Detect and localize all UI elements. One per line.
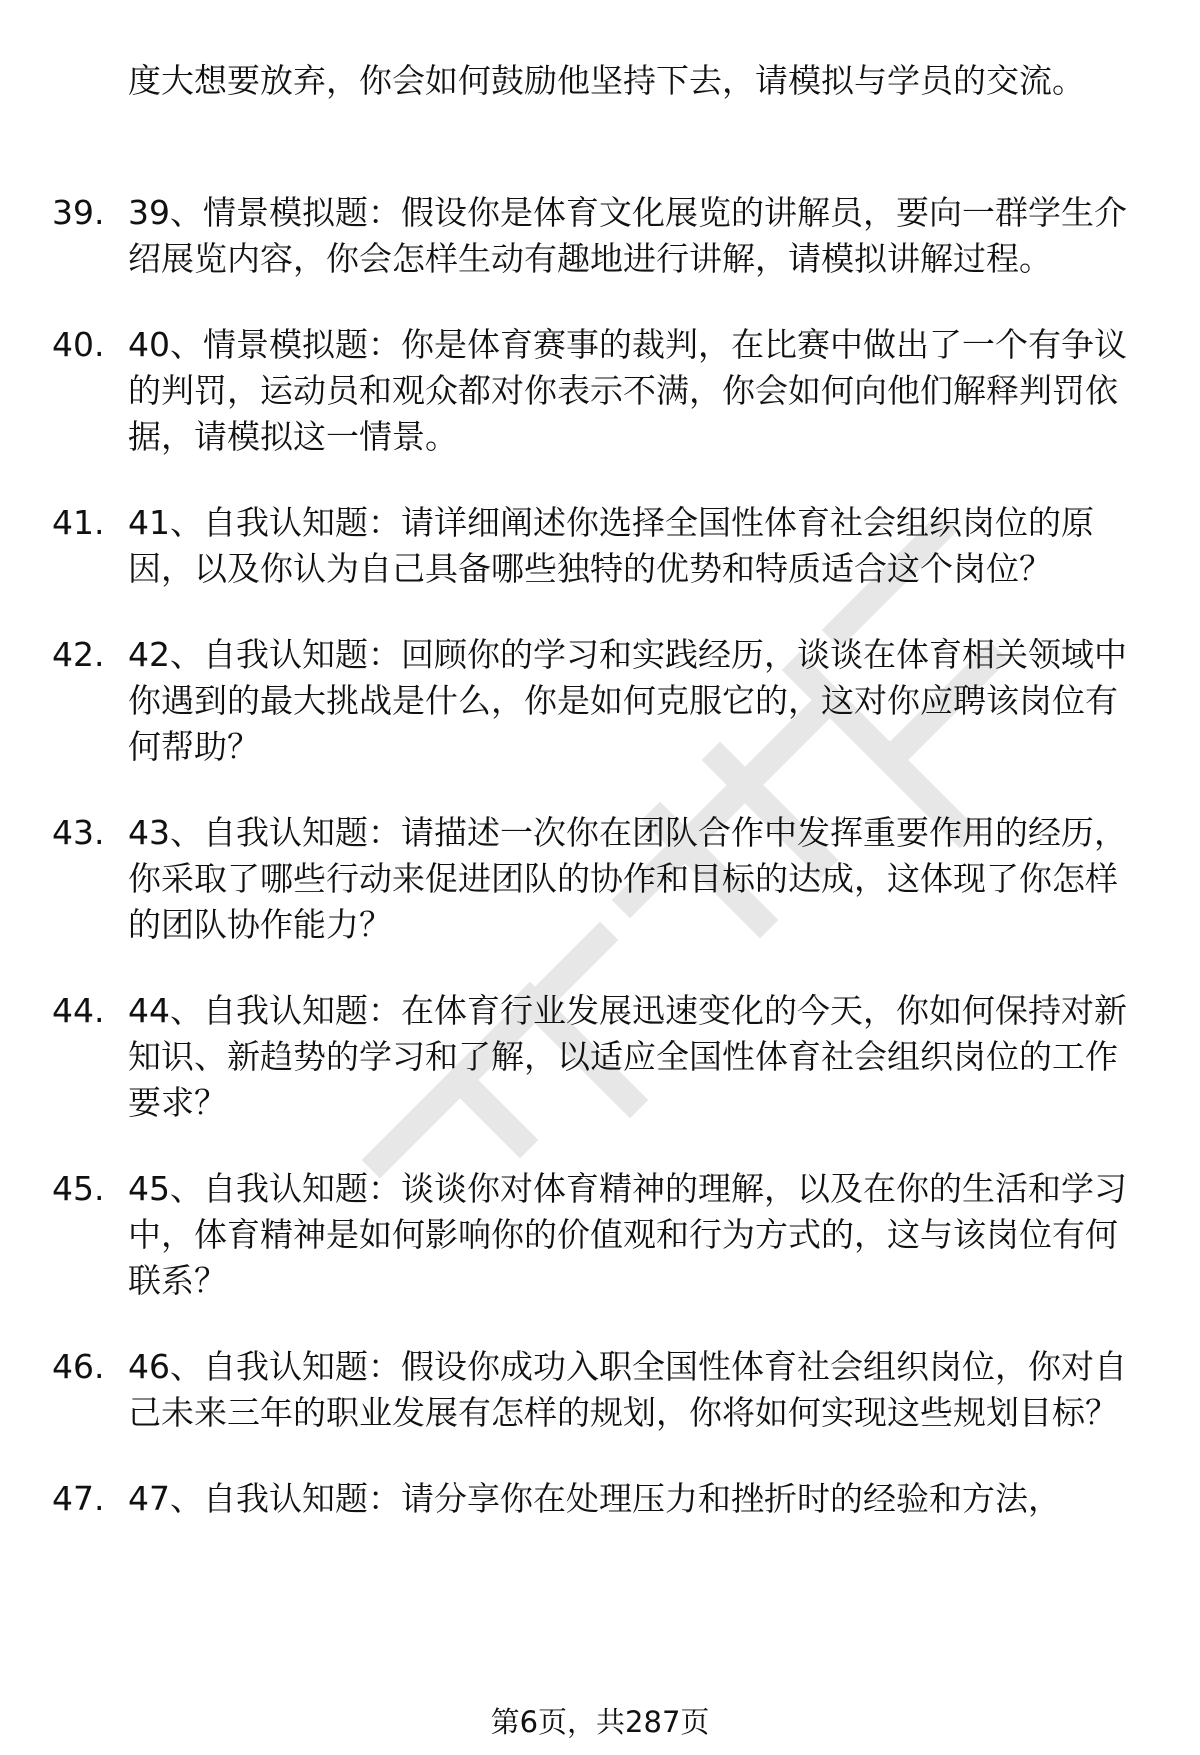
question-number: 47. bbox=[52, 1479, 105, 1518]
list-item bbox=[0, 190, 1148, 282]
question-text: 47、自我认知题：请分享你在处理压力和挫折时的经验和方法， bbox=[128, 1479, 1061, 1518]
question-text: 45、自我认知题：谈谈你对体育精神的理解，以及在你的生活和学习中，体育精神是如何影响你的价值观和行为方式的，这与该岗位有何联系？ bbox=[128, 1169, 1127, 1300]
list-item bbox=[0, 322, 1148, 460]
page-footer: 第6页，共287页 bbox=[490, 1705, 710, 1739]
list-item bbox=[0, 500, 1148, 592]
question-text: 42、自我认知题：回顾你的学习和实践经历，谈谈在体育相关领域中你遇到的最大挑战是什么，你是如何克服它的，这对你应聘该岗位有何帮助？ bbox=[128, 635, 1127, 766]
list-item bbox=[0, 1344, 1148, 1436]
question-list bbox=[0, 190, 1200, 1562]
list-item bbox=[0, 810, 1148, 948]
continued-question-text: 度大想要放弃，你会如何鼓励他坚持下去，请模拟与学员的交流。 bbox=[128, 61, 1085, 100]
list-item bbox=[0, 1166, 1148, 1304]
question-number: 44. bbox=[52, 991, 105, 1030]
question-text: 40、情景模拟题：你是体育赛事的裁判，在比赛中做出了一个有争议的判罚，运动员和观众都对你表示不满，你会如何向他们解释判罚依据，请模拟这一情景。 bbox=[128, 325, 1127, 456]
question-text: 44、自我认知题：在体育行业发展迅速变化的今天，你如何保持对新知识、新趋势的学习和了解，以适应全国性体育社会组织岗位的工作要求？ bbox=[128, 991, 1127, 1122]
list-item bbox=[0, 988, 1148, 1126]
question-number: 43. bbox=[52, 813, 105, 852]
question-number: 41. bbox=[52, 503, 105, 542]
question-number: 42. bbox=[52, 635, 105, 674]
question-number: 40. bbox=[52, 325, 105, 364]
question-text: 46、自我认知题：假设你成功入职全国性体育社会组织岗位，你对自己未来三年的职业发展有怎样的规划，你将如何实现这些规划目标？ bbox=[128, 1347, 1127, 1432]
question-number: 39. bbox=[52, 193, 105, 232]
question-text: 43、自我认知题：请描述一次你在团队合作中发挥重要作用的经历，你采取了哪些行动来促进团队的协作和目标的达成，这体现了你怎样的团队协作能力？ bbox=[128, 813, 1127, 944]
question-number: 45. bbox=[52, 1169, 105, 1208]
list-item bbox=[0, 632, 1148, 770]
question-text: 41、自我认知题：请详细阐述你选择全国性体育社会组织岗位的原因，以及你认为自己具备哪些独特的优势和特质适合这个岗位？ bbox=[128, 503, 1094, 588]
question-text: 39、情景模拟题：假设你是体育文化展览的讲解员，要向一群学生介绍展览内容，你会怎样生动有趣地进行讲解，请模拟讲解过程。 bbox=[128, 193, 1127, 278]
list-item bbox=[0, 1476, 1148, 1522]
question-number: 46. bbox=[52, 1347, 105, 1386]
